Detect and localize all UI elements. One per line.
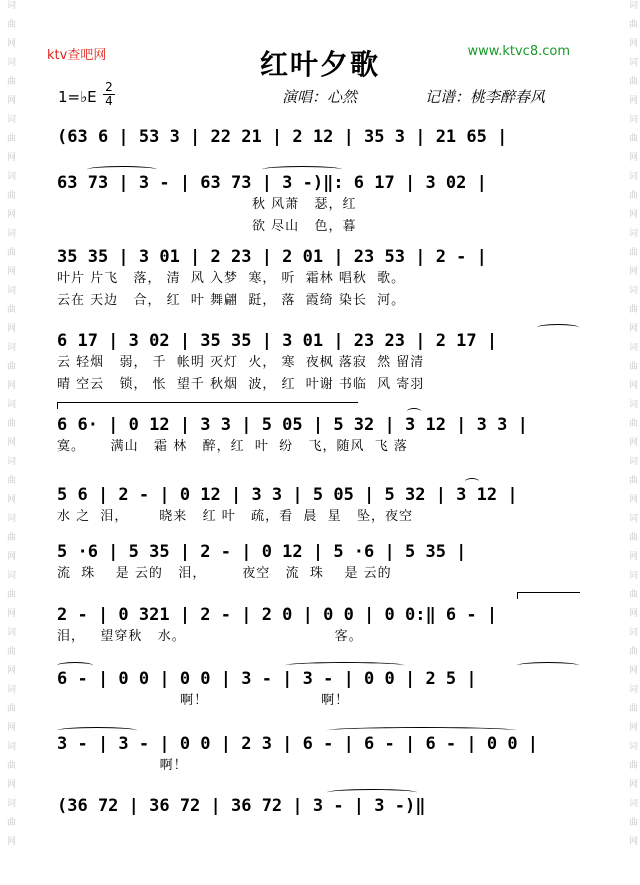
time-top: 2 [105,80,113,94]
watermark-left: 词曲网词曲网词曲网词曲网词曲网词曲网词曲网词曲网词曲网词曲网词曲网词曲网词曲网词曲网词曲网 [5,0,15,855]
score-row-3 [57,246,579,312]
score-row-2 [57,172,579,238]
score-row-7 [57,541,579,585]
melody-line: (63 6 | 53 3 | 22 21 | 2 12 | 35 3 | 21 65 | [57,127,508,147]
lyric-line: 流 珠 是 云的 泪， 夜空 流 珠 是 云的 [57,566,392,581]
melody-line: 6 17 | 3 02 | 35 35 | 3 01 | 23 23 | 2 17 | [57,331,498,351]
melody-line: 5 ·6 | 5 35 | 2 - | 0 12 | 5 ·6 | 5 35 | [57,542,467,562]
melody-line: 3 - | 3 - | 0 0 | 2 3 | 6 - | 6 - | 6 - | 0 0 | [57,734,539,754]
lyric-line: 云在 天边 合， 红 叶 舞翩 跹， 落 霞绮 染长 河。 [57,293,406,308]
score-row-8 [57,604,579,648]
singer: 演唱：心然 [282,88,358,106]
lyric-line: 欲 尽山 色，暮 [57,219,357,234]
melody-line: 6 6· | 0 12 | 3 3 | 5 05 | 5 32 | 3 12 | 3 3 | [57,415,528,435]
score-row-11 [57,795,579,817]
watermark-right: 词曲网词曲网词曲网词曲网词曲网词曲网词曲网词曲网词曲网词曲网词曲网词曲网词曲网词曲网词曲网 [627,0,637,855]
key-signature: 1=♭E [58,88,97,106]
notator: 记谱：桃李醉春风 [425,88,546,106]
melody-line: 35 35 | 3 01 | 2 23 | 2 01 | 23 53 | 2 - | [57,247,487,267]
score-row-5 [57,414,579,458]
score-row-4 [57,330,579,396]
score-row-9 [57,668,579,712]
lyric-line: 泪， 望穿秋 水。 客。 [57,629,363,644]
melody-line: 6 - | 0 0 | 0 0 | 3 - | 3 - | 0 0 | 2 5 | [57,669,477,689]
melody-line: 63 73 | 3 - | 63 73 | 3 -)‖: 6 17 | 3 02 | [57,173,487,193]
time-signature [103,82,115,107]
score-row-6 [57,484,579,528]
lyric-line: 叶片 片飞 落， 清 风 入梦 寒， 听 霜林 唱秋 歌。 [57,271,406,286]
lyric-line: 啊！ 啊！ [57,693,350,708]
time-bottom: 4 [105,94,113,108]
melody-line: (36 72 | 36 72 | 36 72 | 3 - | 3 -)‖ [57,796,426,816]
melody-line: 5 6 | 2 - | 0 12 | 3 3 | 5 05 | 5 32 | 3 12 | [57,485,518,505]
score-row-1 [57,126,579,148]
site-logo-left[interactable]: ktv查吧网 [47,48,107,63]
lyric-line: 水 之 泪， 晓来 红 叶 疏，看 晨 星 坠，夜空 [57,509,414,524]
lyric-line: 寞。 满山 霜 林 醉，红 叶 纷 飞，随风 飞 落 [57,439,408,454]
song-title: 红叶夕歌 [259,48,380,81]
lyric-line: 秋 风萧 瑟，红 [57,197,357,212]
lyric-line: 云 轻烟 弱， 千 帐明 灭灯 火， 寒 夜枫 落寂 然 留清 [57,355,425,370]
melody-line: 2 - | 0 321 | 2 - | 2 0 | 0 0 | 0 0:‖ 6 - | [57,605,498,625]
score-row-10 [57,733,579,777]
lyric-line: 啊！ [57,758,188,773]
site-url-right[interactable]: www.ktvc8.com [467,44,570,59]
lyric-line: 晴 空云 锁， 怅 望千 秋烟 波， 红 叶谢 书临 风 寄羽 [57,377,425,392]
